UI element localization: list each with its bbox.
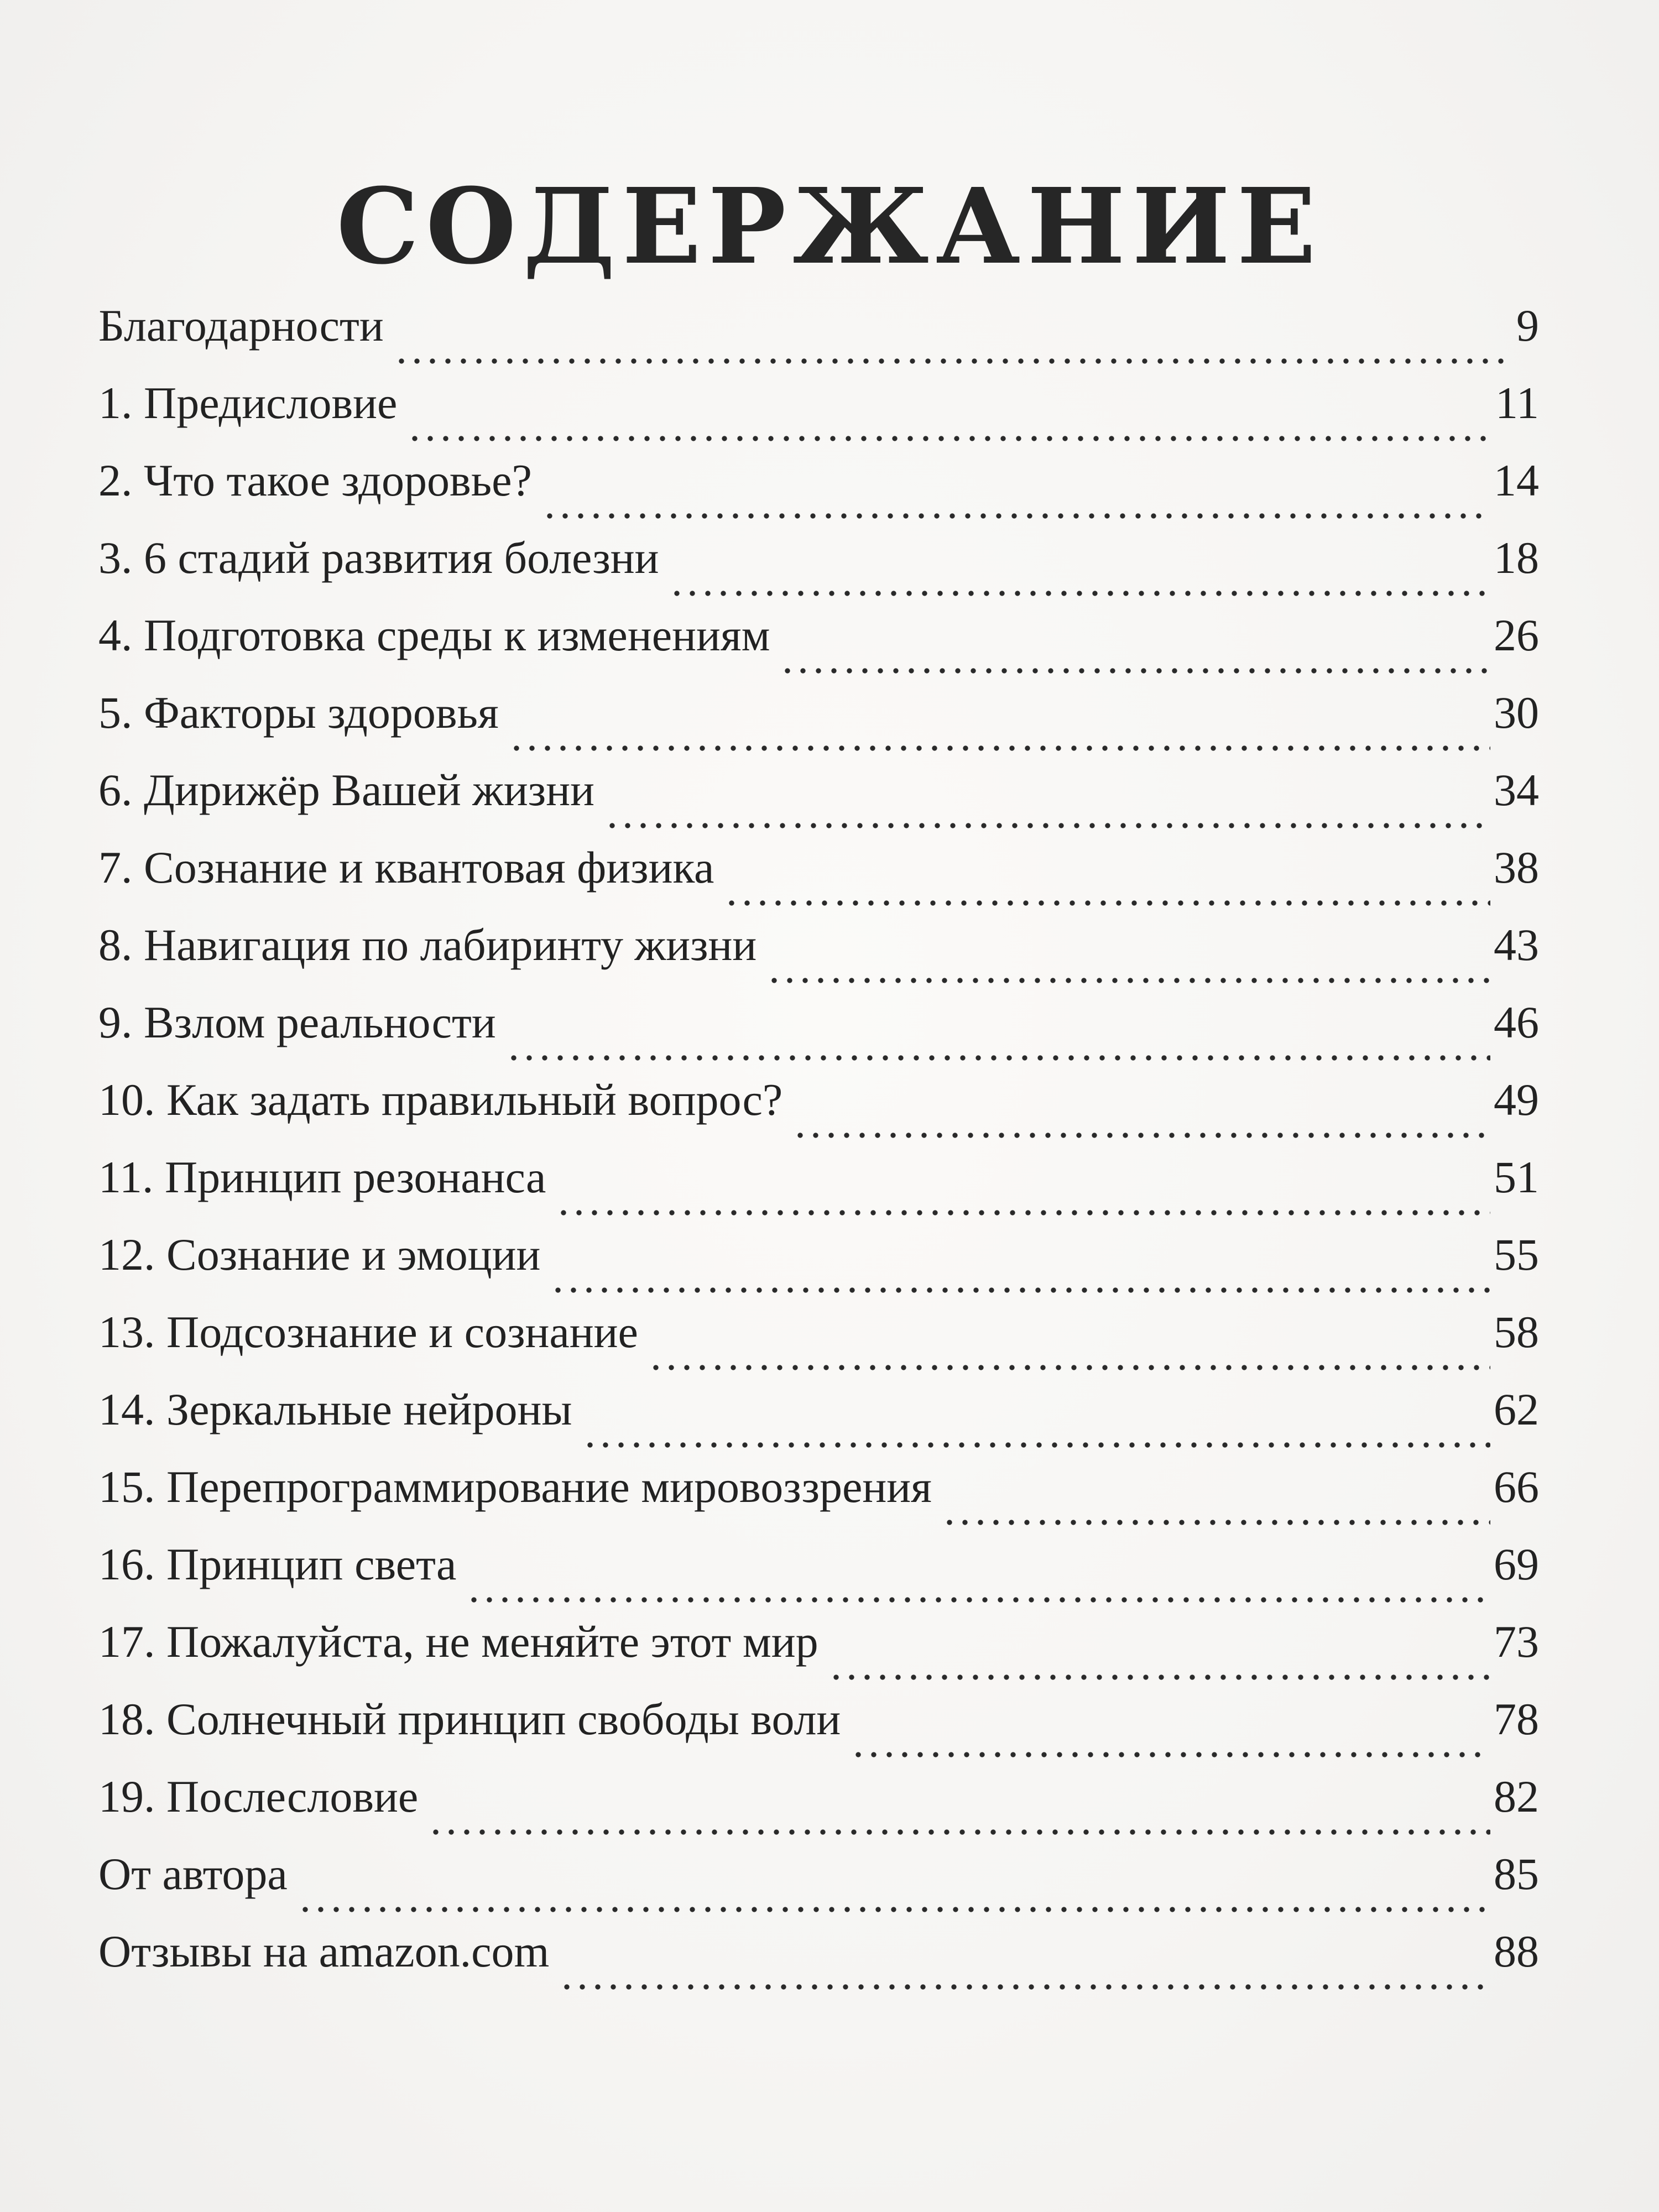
toc-page-number: 18 [1494,533,1539,583]
toc-entry-title: 12. Сознание и эмоции [98,1229,541,1280]
toc-entry[interactable] [98,1851,1539,1929]
toc-entry[interactable] [98,1539,1539,1619]
dot-leader [766,922,1490,1000]
toc-entry-title: 14. Зеркальные нейроны [98,1384,572,1434]
toc-entry[interactable] [98,380,1539,458]
toc-entry[interactable] [98,765,1539,845]
dot-leader [407,380,1492,458]
toc-entry-title: 11. Принцип резонанса [98,1152,546,1202]
dot-leader [669,535,1490,613]
toc-entry[interactable] [98,1616,1539,1697]
toc-entry-title: 15. Перепрограммирование мировоззрения [98,1462,932,1512]
dot-leader [556,1155,1490,1232]
toc-entry-title: Благодарности [98,300,384,351]
toc-entry-title: 10. Как задать правильный вопрос? [98,1074,783,1125]
dot-leader [828,1619,1490,1697]
dot-leader [780,613,1490,690]
toc-entry-title: 4. Подготовка среды к изменениям [98,610,770,660]
dot-leader [428,1774,1490,1851]
toc-entry-title: 5. Факторы здоровья [98,687,499,738]
toc-entry-title: Отзывы на amazon.com [98,1926,550,1976]
dot-leader [466,1542,1490,1619]
toc-page-number: 51 [1494,1152,1539,1202]
toc-entry[interactable] [98,842,1539,922]
toc-entry-title: 2. Что такое здоровье? [98,455,532,505]
dot-leader [559,1929,1490,2006]
page-title: СОДЕРЖАНИЕ [336,165,1323,288]
dot-leader [851,1697,1490,1774]
toc-entry-title: 1. Предисловие [98,378,398,428]
dot-leader [509,690,1490,768]
toc-entry[interactable] [98,1771,1539,1851]
toc-page-number: 66 [1494,1462,1539,1512]
dot-leader [792,1077,1490,1155]
toc-page-number: 69 [1494,1539,1539,1589]
toc-entry[interactable] [98,1152,1539,1232]
toc-page-number: 55 [1494,1229,1539,1280]
toc-page-number: 73 [1494,1616,1539,1667]
dot-leader [550,1232,1490,1310]
toc-entry[interactable] [98,455,1539,535]
toc-page-number: 82 [1494,1771,1539,1822]
toc-entry[interactable] [98,535,1539,613]
dot-leader [582,1387,1490,1464]
toc-page-number: 43 [1494,920,1539,970]
toc-page-number: 34 [1494,765,1539,815]
toc-entry[interactable] [98,1464,1539,1542]
toc-page-number: 85 [1494,1849,1539,1899]
toc-entry[interactable] [98,922,1539,1000]
toc-entry-title: 19. Послесловие [98,1771,419,1822]
toc-page-number: 26 [1494,610,1539,660]
dot-leader [298,1851,1490,1929]
toc-entry[interactable] [98,1074,1539,1155]
dot-leader [648,1310,1490,1387]
toc-entry[interactable] [98,610,1539,690]
toc-page-number: 49 [1494,1074,1539,1125]
toc-entry-title: 18. Солнечный принцип свободы воли [98,1694,841,1744]
toc-entry-title: 7. Сознание и квантовая физика [98,842,714,893]
toc-page-number: 9 [1516,300,1539,351]
toc-page-number: 88 [1494,1926,1539,1976]
toc-page-number: 58 [1494,1307,1539,1357]
toc-entry-title: 9. Взлом реальности [98,997,496,1047]
toc-page-number: 78 [1494,1694,1539,1744]
dot-leader [604,768,1490,845]
toc-page-number: 11 [1495,378,1539,428]
toc-entry[interactable] [98,1229,1539,1310]
dot-leader [506,1000,1490,1077]
dot-leader [942,1464,1490,1542]
toc-entry-title: От автора [98,1849,288,1899]
table-of-contents [98,300,1539,2006]
toc-entry-title: 8. Навигация по лабиринту жизни [98,920,757,970]
toc-page-number: 38 [1494,842,1539,893]
toc-entry[interactable] [98,300,1539,380]
toc-entry[interactable] [98,1307,1539,1387]
toc-entry[interactable] [98,1384,1539,1464]
toc-page-number: 46 [1494,997,1539,1047]
toc-entry[interactable] [98,687,1539,768]
toc-entry[interactable] [98,1926,1539,2006]
dot-leader [724,845,1490,922]
toc-entry[interactable] [98,1694,1539,1774]
toc-page-number: 30 [1494,687,1539,738]
toc-entry[interactable] [98,997,1539,1077]
toc-entry-title: 13. Подсознание и сознание [98,1307,638,1357]
toc-entry-title: 6. Дирижёр Вашей жизни [98,765,594,815]
toc-page-number: 14 [1494,455,1539,505]
toc-entry-title: 16. Принцип света [98,1539,457,1589]
toc-page-number: 62 [1494,1384,1539,1434]
toc-entry-title: 17. Пожалуйста, не меняйте этот мир [98,1616,818,1667]
dot-leader [542,458,1490,535]
toc-entry-title: 3. 6 стадий развития болезни [98,533,659,583]
dot-leader [394,303,1513,380]
